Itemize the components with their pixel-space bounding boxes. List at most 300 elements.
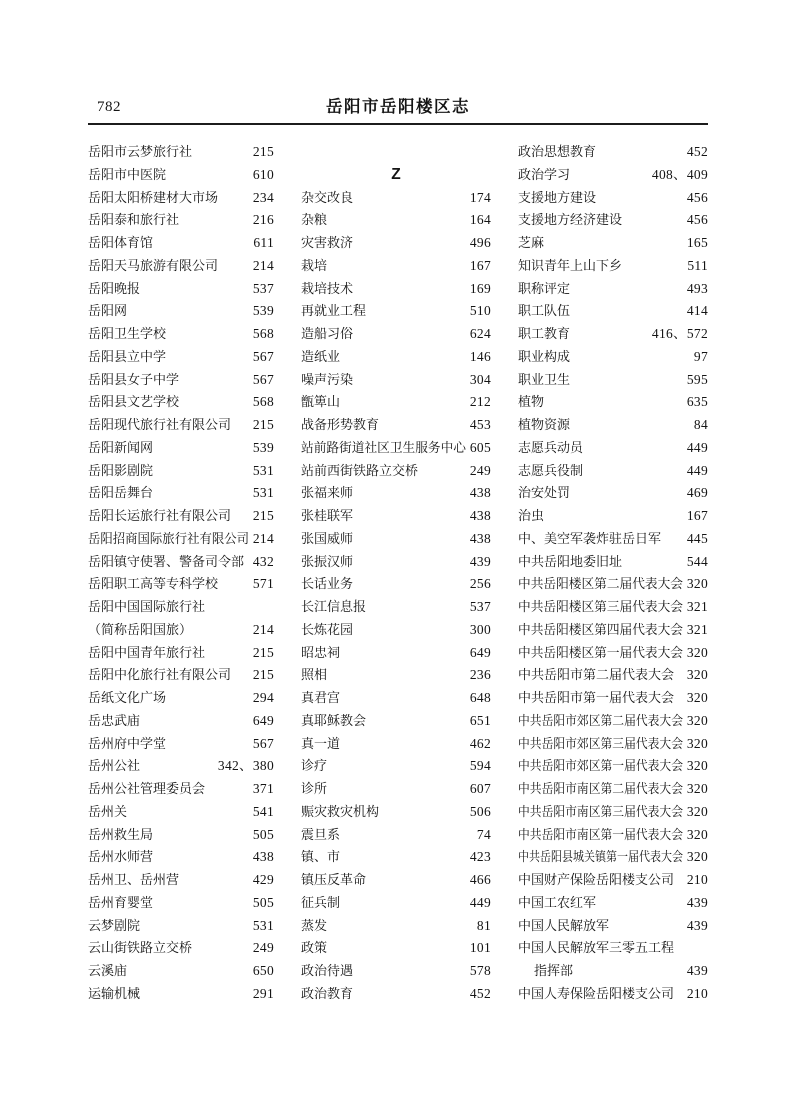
index-entry: [88, 505, 274, 528]
entry-term: 杂粮: [301, 212, 328, 228]
entry-page-number: 215: [252, 144, 274, 159]
entry-page-number: 567: [252, 735, 274, 751]
entry-term: 张国威师: [301, 530, 354, 546]
entry-page-number: 595: [686, 371, 708, 387]
entry-page-number: 607: [469, 781, 491, 796]
entry-page-number: 539: [252, 303, 274, 319]
index-entry: [88, 187, 274, 210]
index-entry: [301, 187, 491, 210]
entry-page-number: 438: [469, 508, 491, 523]
index-entry: [301, 460, 491, 483]
entry-term: 中共岳阳楼区第四届代表大会: [518, 621, 684, 637]
entry-term: 岳阳影剧院: [88, 462, 154, 478]
entry-page-number: 167: [686, 508, 708, 523]
index-entry: [301, 300, 491, 323]
index-entry: [301, 573, 491, 596]
index-entry: [518, 323, 708, 346]
entry-page-number: 456: [686, 189, 708, 205]
entry-page-number: 215: [252, 644, 274, 660]
entry-page-number: 215: [252, 667, 274, 683]
entry-page-number: 320: [686, 644, 708, 660]
index-entry: [301, 278, 491, 301]
index-entry: [518, 687, 708, 710]
entry-page-number: 320: [686, 758, 708, 774]
index-entry: [518, 369, 708, 392]
index-entry: [518, 187, 708, 210]
entry-term: 杂交改良: [301, 189, 354, 205]
entry-term: 甑箄山: [301, 394, 341, 410]
index-entry: [88, 164, 274, 187]
entry-term: 治虫: [518, 508, 545, 523]
entry-term: 岳阳县女子中学: [88, 371, 180, 387]
entry-page-number: 650: [252, 963, 274, 978]
index-entry: [518, 482, 708, 505]
entry-term: 照相: [301, 667, 328, 683]
entry-page-number: 320: [686, 803, 708, 819]
entry-term: 长话业务: [301, 576, 354, 592]
entry-term: 政治学习: [518, 166, 571, 182]
index-entry: [88, 573, 274, 596]
index-entry: [88, 323, 274, 346]
entry-page-number: 249: [252, 940, 274, 956]
entry-page-number: 531: [252, 462, 274, 478]
entry-term: （简称岳阳国旅）: [88, 621, 193, 637]
entry-term: 中国人民解放军: [518, 917, 610, 933]
index-entry: [518, 596, 708, 619]
entry-page-number: 452: [686, 144, 708, 159]
entry-term: 栽培: [301, 257, 328, 273]
entry-term: 岳州育婴堂: [88, 894, 154, 910]
entry-page-number: 321: [686, 599, 708, 614]
entry-term: 张福来师: [301, 485, 354, 501]
entry-page-number: 429: [252, 872, 274, 887]
index-entry: [518, 642, 708, 665]
index-entry: [88, 983, 274, 1006]
entry-term: 昭忠祠: [301, 644, 341, 660]
index-entry: [88, 482, 274, 505]
entry-term: 中共岳阳楼区第一届代表大会: [518, 644, 684, 660]
index-entry: [88, 892, 274, 915]
entry-term: 植物: [518, 394, 545, 410]
entry-term: 赈灾救灾机构: [301, 803, 380, 819]
entry-term: 中共岳阳楼区第二届代表大会: [518, 576, 684, 592]
entry-term: 岳阳晚报: [88, 280, 141, 296]
index-entry: [518, 391, 708, 414]
entry-term: 职工队伍: [518, 303, 571, 319]
index-entry: [88, 460, 274, 483]
index-entry: [518, 733, 708, 756]
entry-page-number: 496: [469, 235, 491, 250]
entry-page-number: 462: [469, 735, 491, 751]
entry-page-number: 320: [686, 735, 708, 751]
entry-term: 长炼花园: [301, 621, 354, 637]
entry-term: 岳阳镇守使署、警备司令部: [88, 553, 245, 569]
entry-term: 芝麻: [518, 235, 545, 250]
index-entry: [88, 414, 274, 437]
index-entry: [88, 778, 274, 801]
entry-term: 岳阳网: [88, 303, 128, 319]
entry-term: 岳阳泰和旅行社: [88, 212, 180, 228]
entry-page-number: 320: [686, 826, 708, 842]
entry-page-number: 300: [469, 621, 491, 637]
entry-term: 岳忠武庙: [88, 712, 141, 728]
entry-term: 岳阳县立中学: [88, 348, 167, 364]
index-entry: [301, 528, 491, 551]
entry-term: 造纸业: [301, 348, 341, 364]
index-entry: [301, 642, 491, 665]
entry-page-number: 167: [469, 257, 491, 273]
entry-page-number: 466: [469, 872, 491, 887]
entry-term: 中共岳阳楼区第三届代表大会: [518, 599, 684, 614]
entry-term: 志愿兵役制: [518, 462, 584, 478]
entry-term: 中、美空军袭炸驻岳日军: [518, 530, 662, 546]
entry-page-number: 214: [252, 257, 274, 273]
entry-page-number: 449: [686, 439, 708, 455]
entry-term: 岳阳新闻网: [88, 439, 154, 455]
entry-page-number: 414: [686, 303, 708, 319]
entry-page-number: 236: [469, 667, 491, 683]
entry-term: 镇、市: [301, 849, 341, 865]
index-entry: [88, 937, 274, 960]
entry-term: 诊所: [301, 781, 328, 796]
index-entry: [518, 869, 708, 892]
entry-page-number: 320: [686, 576, 708, 592]
index-entry: [301, 755, 491, 778]
entry-page-number: 649: [252, 712, 274, 728]
entry-page-number: 256: [469, 576, 491, 592]
index-entry: [518, 960, 708, 983]
entry-page-number: 456: [686, 212, 708, 228]
entry-page-number: 438: [469, 530, 491, 546]
index-entry: [88, 528, 274, 551]
index-entry: [301, 505, 491, 528]
entry-page-number: 320: [686, 667, 708, 683]
index-entry: [301, 892, 491, 915]
index-entry: [301, 619, 491, 642]
index-entry: [88, 209, 274, 232]
entry-term: 蒸发: [301, 917, 328, 933]
column-spacer: [301, 141, 491, 164]
entry-page-number: 342、380: [217, 758, 274, 774]
index-entry: [88, 733, 274, 756]
entry-page-number: 439: [686, 894, 708, 910]
index-entry: [88, 664, 274, 687]
entry-term: 植物资源: [518, 417, 571, 432]
entry-term: 诊疗: [301, 758, 328, 774]
index-entry: [88, 232, 274, 255]
index-entry: [88, 346, 274, 369]
index-entry: [301, 778, 491, 801]
entry-term: 政策: [301, 940, 328, 956]
entry-page-number: 544: [686, 553, 708, 569]
entry-term: 中共岳阳市第一届代表大会: [518, 690, 675, 705]
index-entry: [88, 755, 274, 778]
entry-page-number: 320: [686, 712, 708, 728]
entry-term: 中共岳阳市第二届代表大会: [518, 667, 675, 683]
entry-term: 长江信息报: [301, 599, 367, 614]
entry-page-number: 505: [252, 826, 274, 842]
entry-term: 中共岳阳市郊区第二届代表大会: [518, 712, 684, 728]
index-entry: [301, 232, 491, 255]
index-entry: [88, 437, 274, 460]
entry-term: 栽培技术: [301, 280, 354, 296]
entry-term: 中共岳阳县城关镇第一届代表大会: [518, 849, 684, 865]
entry-page-number: 97: [693, 348, 708, 364]
entry-page-number: 416、572: [651, 326, 708, 341]
index-entry: [88, 824, 274, 847]
entry-term: 政治思想教育: [518, 144, 597, 159]
entry-term: 岳阳职工高等专科学校: [88, 576, 219, 592]
entry-page-number: 210: [686, 872, 708, 887]
index-entry: [518, 346, 708, 369]
entry-page-number: 74: [476, 826, 491, 842]
entry-term: 征兵制: [301, 894, 341, 910]
entry-term: 岳州卫、岳州营: [88, 872, 180, 887]
entry-page-number: 648: [469, 690, 491, 705]
entry-term: 岳阳中国国际旅行社: [88, 599, 206, 614]
entry-term: 站前西街铁路立交桥: [301, 462, 419, 478]
index-column-2: [301, 141, 491, 1006]
entry-page-number: 567: [252, 371, 274, 387]
entry-term: 云山街铁路立交桥: [88, 940, 193, 956]
index-entry: [518, 846, 708, 869]
entry-page-number: 537: [469, 599, 491, 614]
index-entry: [301, 414, 491, 437]
entry-page-number: 605: [469, 439, 491, 455]
index-entry: [88, 391, 274, 414]
index-entry: [301, 482, 491, 505]
section-letter: Z: [391, 165, 401, 183]
entry-page-number: 568: [252, 394, 274, 410]
index-entry: [518, 232, 708, 255]
entry-page-number: 371: [252, 781, 274, 796]
entry-term: 岳州关: [88, 803, 128, 819]
entry-term: 支援地方建设: [518, 189, 597, 205]
entry-term: 再就业工程: [301, 303, 367, 319]
entry-page-number: 649: [469, 644, 491, 660]
index-entry: [88, 642, 274, 665]
index-entry: [301, 346, 491, 369]
entry-term: 噪声污染: [301, 371, 354, 387]
index-column-3: [518, 141, 708, 1006]
entry-term: 岳纸文化广场: [88, 690, 167, 705]
entry-page-number: 81: [476, 917, 491, 933]
entry-term: 岳州救生局: [88, 826, 154, 842]
index-entry: [88, 869, 274, 892]
entry-page-number: 452: [469, 985, 491, 1001]
entry-term: 支援地方经济建设: [518, 212, 623, 228]
entry-term: 中共岳阳市郊区第三届代表大会: [518, 735, 684, 751]
entry-page-number: 445: [686, 530, 708, 546]
entry-page-number: 212: [469, 394, 491, 410]
book-title: 岳阳市岳阳楼区志: [326, 97, 470, 116]
index-entry: [518, 710, 708, 733]
entry-term: 岳州公社管理委员会: [88, 781, 206, 796]
entry-page-number: 215: [252, 508, 274, 523]
index-entry: [88, 369, 274, 392]
entry-term: 灾害救济: [301, 235, 354, 250]
entry-page-number: 578: [469, 963, 491, 978]
index-entry: [88, 960, 274, 983]
entry-page-number: 321: [686, 621, 708, 637]
entry-term: 岳阳岳舞台: [88, 485, 154, 501]
entry-term: 真耶稣教会: [301, 712, 367, 728]
index-entry: [301, 369, 491, 392]
entry-term: 岳阳市中医院: [88, 166, 167, 182]
entry-term: 中共岳阳市南区第一届代表大会: [518, 826, 684, 842]
entry-term: 职称评定: [518, 280, 571, 296]
entry-page-number: 505: [252, 894, 274, 910]
entry-term: 岳阳市云梦旅行社: [88, 144, 193, 159]
entry-page-number: 449: [686, 462, 708, 478]
entry-term: 战备形势教育: [301, 417, 380, 432]
entry-term: 中共岳阳市南区第三届代表大会: [518, 803, 684, 819]
entry-term: 岳阳县文艺学校: [88, 394, 180, 410]
index-entry: [518, 528, 708, 551]
entry-page-number: 610: [252, 166, 274, 182]
entry-page-number: 215: [252, 417, 274, 432]
entry-page-number: 174: [469, 189, 491, 205]
entry-page-number: 506: [469, 803, 491, 819]
index-entry: [301, 801, 491, 824]
index-entry: [88, 255, 274, 278]
index-entry: [301, 323, 491, 346]
entry-page-number: 165: [686, 235, 708, 250]
entry-term: 岳州水师营: [88, 849, 154, 865]
entry-page-number: 216: [252, 212, 274, 228]
entry-page-number: 249: [469, 462, 491, 478]
entry-term: 知识青年上山下乡: [518, 257, 623, 273]
entry-term: 运输机械: [88, 985, 141, 1001]
index-entry: [518, 892, 708, 915]
entry-page-number: 214: [252, 530, 274, 546]
entry-page-number: 291: [252, 985, 274, 1001]
entry-page-number: 432: [252, 553, 274, 569]
index-entry: [518, 755, 708, 778]
index-entry: [518, 164, 708, 187]
entry-page-number: 651: [469, 712, 491, 728]
entry-term: 指挥部: [534, 963, 574, 978]
entry-page-number: 169: [469, 280, 491, 296]
index-entry: [518, 619, 708, 642]
entry-page-number: 537: [252, 280, 274, 296]
entry-page-number: 624: [469, 326, 491, 341]
entry-page-number: 611: [253, 235, 274, 250]
entry-page-number: 511: [687, 257, 708, 273]
entry-term: 岳阳体育馆: [88, 235, 154, 250]
index-entry: [518, 801, 708, 824]
index-entry: [518, 437, 708, 460]
entry-page-number: 84: [693, 417, 708, 432]
entry-page-number: 449: [469, 894, 491, 910]
entry-term: 张桂联军: [301, 508, 354, 523]
entry-term: 岳阳中化旅行社有限公司: [88, 667, 232, 683]
index-entry: [518, 664, 708, 687]
index-entry: [301, 846, 491, 869]
entry-page-number: 294: [252, 690, 274, 705]
entry-term: 职工教育: [518, 326, 571, 341]
index-entry: [301, 960, 491, 983]
index-entry: [88, 915, 274, 938]
index-entry: [518, 255, 708, 278]
entry-page-number: 531: [252, 485, 274, 501]
entry-page-number: 571: [252, 576, 274, 592]
entry-page-number: 146: [469, 348, 491, 364]
entry-page-number: 531: [252, 917, 274, 933]
entry-term: 中国财产保险岳阳楼支公司: [518, 872, 675, 887]
index-entry: [518, 778, 708, 801]
entry-term: 政治待遇: [301, 963, 354, 978]
entry-term: 岳阳长运旅行社有限公司: [88, 508, 232, 523]
page-number: 782: [97, 99, 121, 115]
index-entry: [301, 710, 491, 733]
entry-page-number: 320: [686, 781, 708, 796]
entry-page-number: 541: [252, 803, 274, 819]
entry-page-number: 438: [252, 849, 274, 865]
index-entry: [88, 141, 274, 164]
entry-term: 职业构成: [518, 348, 571, 364]
index-entry: [518, 141, 708, 164]
entry-term: 中共岳阳市郊区第一届代表大会: [518, 758, 684, 774]
entry-page-number: 164: [469, 212, 491, 228]
entry-page-number: 439: [686, 963, 708, 978]
entry-term: 真一道: [301, 735, 341, 751]
entry-page-number: 439: [686, 917, 708, 933]
entry-term: 职业卫生: [518, 371, 571, 387]
entry-term: 岳阳现代旅行社有限公司: [88, 417, 232, 432]
index-entry: [301, 915, 491, 938]
index-entry: [301, 437, 491, 460]
index-column-1: [88, 141, 274, 1006]
entry-page-number: 408、409: [651, 166, 708, 182]
index-entry: [518, 460, 708, 483]
index-entry: [88, 846, 274, 869]
entry-page-number: 210: [686, 985, 708, 1001]
index-entry: [518, 915, 708, 938]
entry-page-number: 439: [469, 553, 491, 569]
entry-term: 中国人寿保险岳阳楼支公司: [518, 985, 675, 1001]
index-entry: [301, 596, 491, 619]
entry-term: 政治教育: [301, 985, 354, 1001]
entry-term: 造船习俗: [301, 326, 354, 341]
entry-page-number: 234: [252, 189, 274, 205]
index-entry: [88, 687, 274, 710]
index-entry: [301, 664, 491, 687]
index-entry: [88, 801, 274, 824]
index-entry: [301, 983, 491, 1006]
index-entry: [301, 687, 491, 710]
entry-term: 中共岳阳地委旧址: [518, 553, 623, 569]
entry-page-number: 469: [686, 485, 708, 501]
index-entry: [301, 937, 491, 960]
index-entry: [518, 983, 708, 1006]
entry-term: 岳阳中国青年旅行社: [88, 644, 206, 660]
index-entry: [88, 551, 274, 574]
entry-term: 岳阳招商国际旅行社有限公司: [88, 530, 250, 546]
entry-term: 镇压反革命: [301, 872, 367, 887]
index-entry: [88, 619, 274, 642]
entry-page-number: 320: [686, 849, 708, 865]
index-entry: [518, 300, 708, 323]
entry-page-number: 214: [252, 621, 274, 637]
entry-term: 中共岳阳市南区第二届代表大会: [518, 781, 684, 796]
index-entry: [301, 733, 491, 756]
index-entry: [88, 710, 274, 733]
index-entry: [518, 505, 708, 528]
entry-term: 张振汉师: [301, 553, 354, 569]
index-entry: [88, 300, 274, 323]
index-entry: [88, 596, 274, 619]
